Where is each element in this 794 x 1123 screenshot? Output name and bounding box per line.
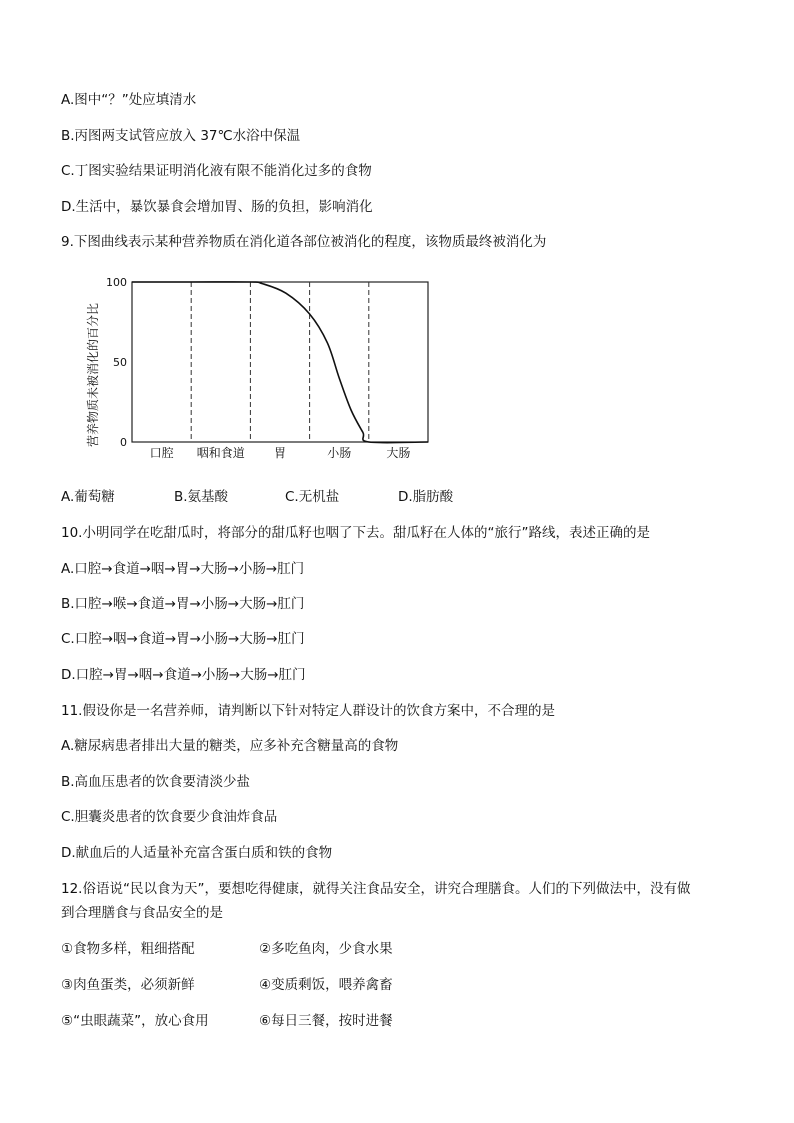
- q12-stem-line1: 12.俗语说“民以食为天”，要想吃得健康，就得关注食品安全，讲究合理膳食。人们的下列做法中，没有做: [61, 881, 691, 897]
- q12-stem-line2: 到合理膳食与食品安全的是: [61, 905, 223, 921]
- q10-option-d: D.口腔→胃→咽→食道→小肠→大肠→肛门: [61, 667, 306, 683]
- q11-option-b: B.高血压患者的饮食要清淡少盐: [61, 774, 251, 790]
- chart-y-tick-label: 0: [120, 436, 127, 449]
- q12-item-1: ①食物多样，粗细搭配: [61, 941, 195, 957]
- q9-option-d: D.脂肪酸: [398, 489, 454, 505]
- q12-item-6: ⑥每日三餐，按时进餐: [259, 1013, 393, 1029]
- q10-option-b: B.口腔→喉→食道→胃→小肠→大肠→肛门: [61, 596, 305, 612]
- q12-items-row-2: [61, 976, 761, 994]
- q10-stem: 10.小明同学在吃甜瓜时，将部分的甜瓜籽也咽了下去。甜瓜籽在人体的“旅行”路线，表述正确的是: [61, 525, 650, 541]
- q11-option-d: D.献血后的人适量补充富含蛋白质和铁的食物: [61, 845, 333, 861]
- q9-option-a: A.葡萄糖: [61, 489, 115, 505]
- chart-x-tick-label: 咽和食道: [196, 446, 245, 460]
- q9-options: [61, 488, 761, 506]
- q9-option-b: B.氨基酸: [174, 489, 229, 505]
- digestion-chart: [82, 270, 442, 470]
- chart-y-tick-label: 100: [106, 276, 127, 289]
- q10-option-a: A.口腔→食道→咽→胃→大肠→小肠→肛门: [61, 561, 305, 577]
- chart-x-tick-label: 胃: [273, 446, 287, 460]
- chart-x-tick-label: 口腔: [149, 446, 174, 460]
- q8-option-a: A.图中“？”处应填清水: [61, 92, 197, 108]
- chart-x-labels: [150, 445, 411, 460]
- q8-option-b: B.丙图两支试管应放入 37℃水浴中保温: [61, 128, 301, 144]
- q9-option-c: C.无机盐: [285, 489, 340, 505]
- chart-series-line: [132, 282, 428, 443]
- q12-item-2: ②多吃鱼肉，少食水果: [259, 941, 393, 957]
- q11-option-c: C.胆囊炎患者的饮食要少食油炸食品: [61, 809, 278, 825]
- chart-y-ticks: [106, 276, 127, 449]
- chart-ylabel: 营养物质未被消化的百分比: [86, 302, 100, 448]
- chart-x-tick-label: 大肠: [386, 446, 411, 460]
- q12-item-4: ④变质剩饭，喂养禽畜: [259, 977, 393, 993]
- chart-region-separators: [191, 282, 369, 442]
- q11-stem: 11.假设你是一名营养师，请判断以下针对特定人群设计的饮食方案中，不合理的是: [61, 703, 555, 719]
- chart-plot-frame: [132, 282, 428, 442]
- chart-x-tick-label: 小肠: [327, 446, 352, 460]
- chart-y-tick-label: 50: [113, 356, 127, 369]
- q12-item-3: ③肉鱼蛋类，必须新鲜: [61, 977, 195, 993]
- q12-items-row-1: [61, 940, 761, 958]
- q9-stem: 9.下图曲线表示某种营养物质在消化道各部位被消化的程度，该物质最终被消化为: [61, 234, 547, 250]
- q8-option-d: D.生活中，暴饮暴食会增加胃、肠的负担，影响消化: [61, 199, 373, 215]
- q11-option-a: A.糖尿病患者排出大量的糖类，应多补充含糖量高的食物: [61, 738, 399, 754]
- q12-items-row-3: [61, 1012, 761, 1030]
- q10-option-c: C.口腔→咽→食道→胃→小肠→大肠→肛门: [61, 631, 305, 647]
- q12-item-5: ⑤“虫眼蔬菜”，放心食用: [61, 1013, 209, 1029]
- q8-option-c: C.丁图实验结果证明消化液有限不能消化过多的食物: [61, 163, 372, 179]
